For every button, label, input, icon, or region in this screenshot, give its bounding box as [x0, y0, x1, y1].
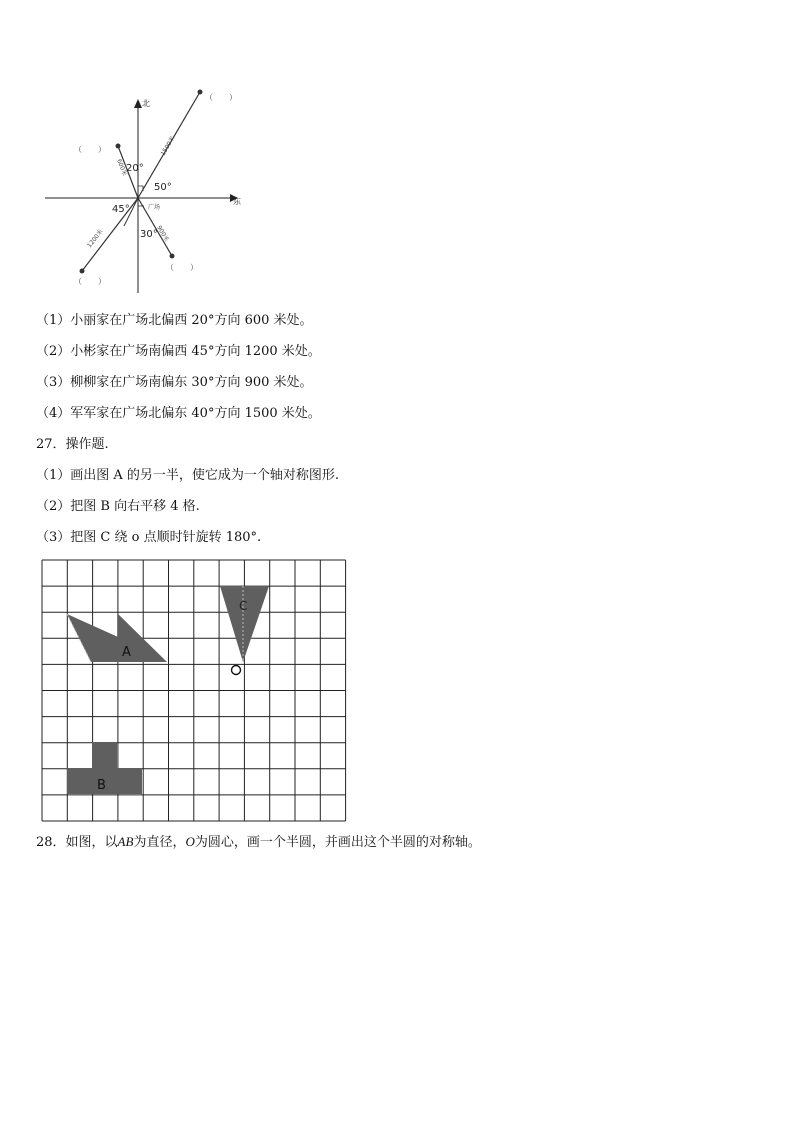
east-label: 东 [233, 197, 241, 206]
blank-se: （ ） [166, 263, 198, 272]
dist-sw-label: 1200米 [86, 228, 105, 250]
point-se [170, 254, 175, 259]
q28-line [36, 834, 481, 851]
center-label: 广场 [148, 204, 161, 211]
blank-ne: （ ） [205, 93, 237, 102]
point-ne [198, 90, 203, 95]
angle-20-label: 20° [126, 163, 144, 174]
shape-c [220, 586, 269, 662]
blank-sw: （ ） [74, 277, 106, 286]
blank-nw: （ ） [74, 145, 106, 154]
north-label: 北 [142, 99, 150, 108]
q28-o: O [185, 834, 195, 849]
grid-figure [40, 556, 356, 826]
q26-item-2: （2）小彬家在广场南偏西 45°方向 1200 米处。 [36, 344, 321, 359]
dist-nw-label: 600米 [115, 158, 129, 177]
angle-30-label: 30° [140, 229, 158, 240]
dist-ne-label: 1500米 [159, 135, 177, 157]
q26-item-4: （4）军军家在广场北偏东 40°方向 1500 米处。 [36, 406, 321, 421]
q27-title: 27．操作题. [36, 437, 109, 452]
shape-a-label: A [122, 645, 131, 660]
q28-mid: 为直径， [133, 835, 186, 850]
compass-diagram [40, 88, 250, 298]
angle-45-label: 45° [112, 204, 130, 215]
point-nw [116, 144, 121, 149]
q28-suffix: 为圆心，画一个半圆，并画出这个半圆的对称轴。 [194, 835, 481, 850]
q27-item-1: （1）画出图 A 的另一半，使它成为一个轴对称图形. [36, 468, 340, 483]
q27-item-2: （2）把图 B 向右平移 4 格. [36, 499, 200, 514]
q26-item-1: （1）小丽家在广场北偏西 20°方向 600 米处。 [36, 313, 313, 328]
q26-item-3: （3）柳柳家在广场南偏东 30°方向 900 米处。 [36, 375, 313, 390]
shape-b-label: B [97, 778, 106, 793]
q28-ab: AB [117, 834, 134, 849]
q27-item-3: （3）把图 C 绕 o 点顺时针旋转 180°. [36, 530, 262, 545]
dist-se-label: 900米 [155, 224, 171, 244]
q28-prefix: 28．如图，以 [36, 835, 118, 850]
north-arrow-icon [134, 99, 142, 108]
angle-50-label: 50° [154, 182, 172, 193]
point-sw [80, 269, 85, 274]
point-o-icon [232, 666, 241, 675]
shape-c-label: C [239, 599, 248, 613]
